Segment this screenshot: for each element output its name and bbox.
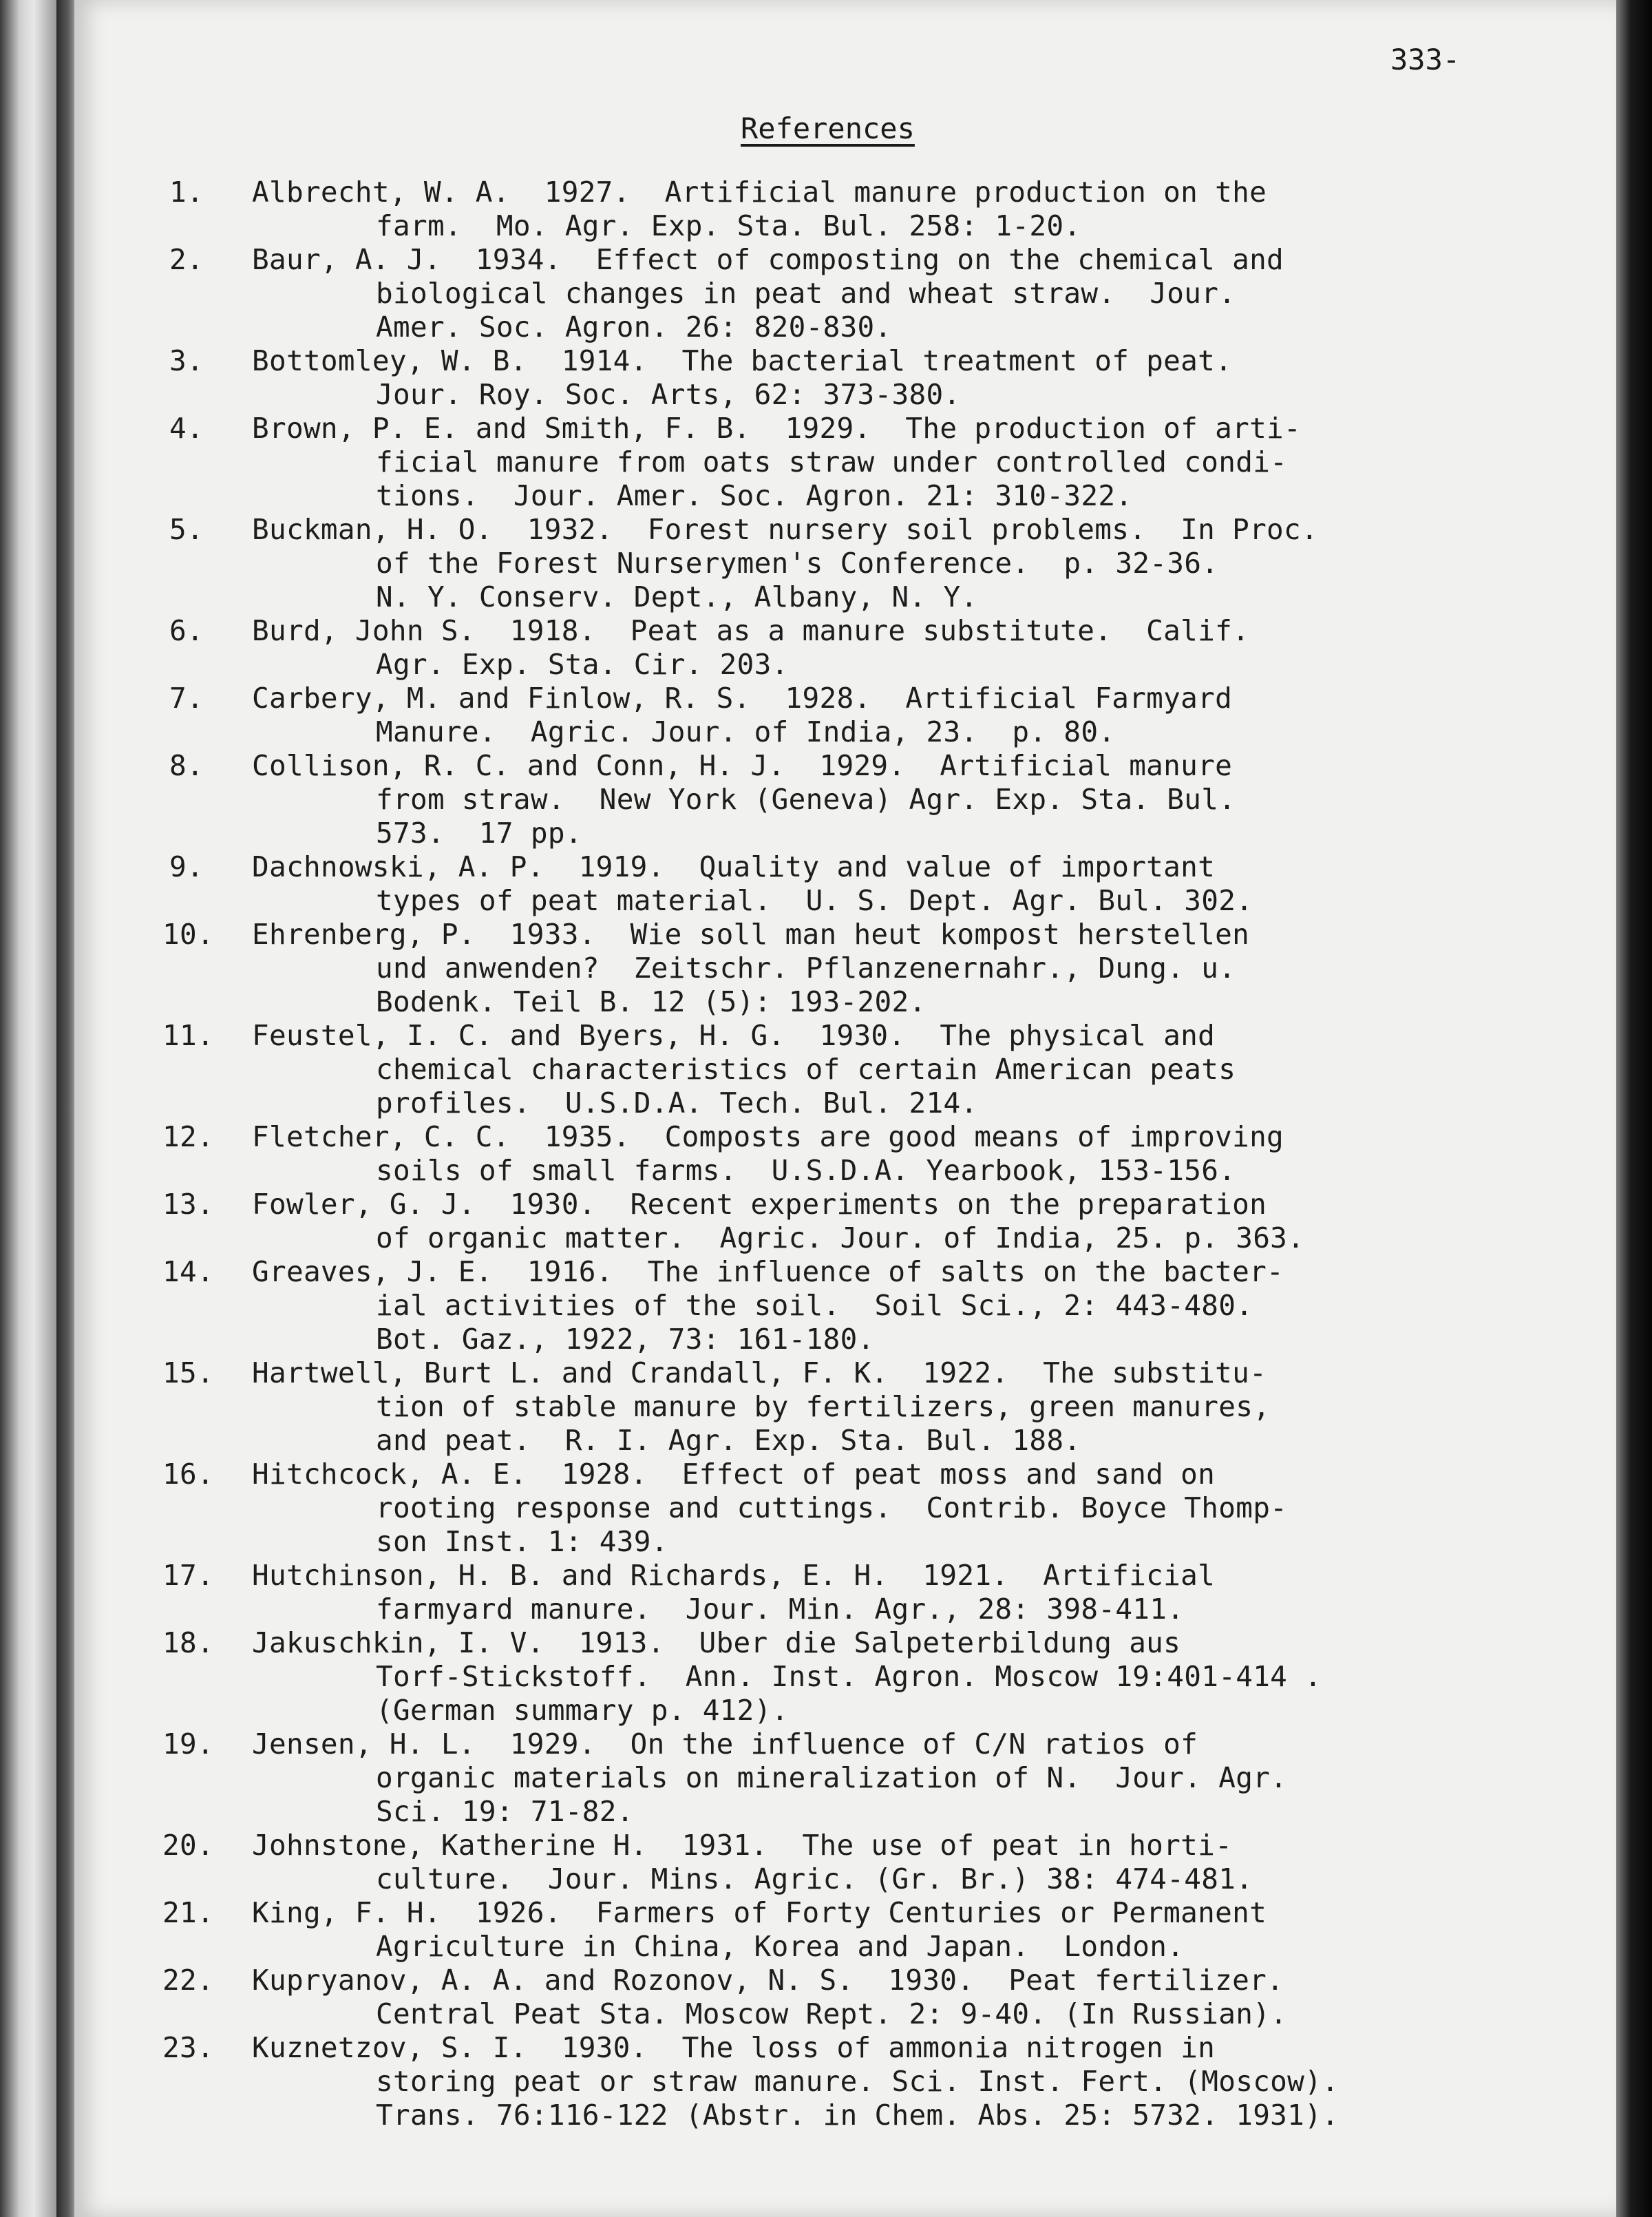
page-title: References — [741, 112, 915, 145]
reference-line: profiles. U.S.D.A. Tech. Bul. 214. — [376, 1086, 978, 1120]
reference-line: from straw. New York (Geneva) Agr. Exp. Sta. Bul. — [376, 783, 1236, 816]
reference-line: N. Y. Conserv. Dept., Albany, N. Y. — [376, 580, 978, 613]
reference-line: Sci. 19: 71-82. — [376, 1795, 634, 1828]
reference-number: 20. — [162, 1829, 214, 1862]
reference-item — [165, 344, 1556, 412]
reference-line: of the Forest Nurserymen's Conference. p. 32-36. — [376, 547, 1219, 580]
reference-item — [162, 1727, 1556, 1829]
reference-line: ial activities of the soil. Soil Sci., 2: 443-480. — [376, 1289, 1253, 1322]
reference-item — [165, 243, 1556, 344]
reference-line: Kuznetzov, S. I. 1930. The loss of ammonia nitrogen in — [252, 2031, 1216, 2064]
reference-number: 3. — [169, 344, 204, 377]
reference-item — [162, 1964, 1556, 2031]
reference-line: (German summary p. 412). — [376, 1694, 789, 1727]
reference-item — [162, 1559, 1556, 1626]
reference-line: Burd, John S. 1918. Peat as a manure substitute. Calif. — [252, 614, 1250, 647]
reference-item — [162, 1255, 1556, 1356]
reference-line: King, F. H. 1926. Farmers of Forty Centuries or Permanent — [252, 1896, 1267, 1929]
reference-number: 5. — [169, 513, 204, 546]
reference-number: 13. — [162, 1188, 214, 1221]
reference-item — [162, 1188, 1556, 1255]
reference-line: storing peat or straw manure. Sci. Inst. Fert. (Moscow). — [376, 2065, 1339, 2098]
reference-item — [165, 513, 1556, 614]
reference-line: Bodenk. Teil B. 12 (5): 193-202. — [376, 985, 926, 1018]
reference-line: Jour. Roy. Soc. Arts, 62: 373-380. — [376, 378, 961, 411]
reference-line: and peat. R. I. Agr. Exp. Sta. Bul. 188. — [376, 1424, 1081, 1457]
reference-line: Manure. Agric. Jour. of India, 23. p. 80. — [376, 715, 1116, 748]
reference-number: 8. — [169, 749, 204, 782]
reference-line: Bottomley, W. B. 1914. The bacterial treatment of peat. — [252, 344, 1233, 377]
reference-line: Central Peat Sta. Moscow Rept. 2: 9-40. (In Russian). — [376, 1997, 1288, 2030]
reference-item — [162, 1120, 1556, 1188]
reference-line: Greaves, J. E. 1916. The influence of salts on the bacter- — [252, 1255, 1284, 1288]
reference-line: Ehrenberg, P. 1933. Wie soll man heut kompost herstellen — [252, 918, 1250, 951]
reference-line: Kupryanov, A. A. and Rozonov, N. S. 1930. Peat fertilizer. — [252, 1964, 1284, 1997]
reference-number: 16. — [162, 1458, 214, 1491]
reference-line: Trans. 76:116-122 (Abstr. in Chem. Abs. 25: 5732. 1931). — [376, 2099, 1339, 2132]
reference-line: Agr. Exp. Sta. Cir. 203. — [376, 648, 789, 681]
reference-line: culture. Jour. Mins. Agric. (Gr. Br.) 38: 474-481. — [376, 1862, 1253, 1895]
reference-line: tions. Jour. Amer. Soc. Agron. 21: 310-322. — [376, 479, 1133, 512]
page-number: 333- — [1390, 43, 1461, 76]
reference-line: Albrecht, W. A. 1927. Artificial manure production on the — [252, 176, 1267, 209]
reference-line: Collison, R. C. and Conn, H. J. 1929. Artificial manure — [252, 749, 1233, 782]
reference-line: Feustel, I. C. and Byers, H. G. 1930. The physical and — [252, 1019, 1216, 1052]
reference-number: 9. — [169, 850, 204, 883]
reference-item — [165, 412, 1556, 513]
reference-line: Agriculture in China, Korea and Japan. London. — [376, 1930, 1185, 1963]
reference-line: organic materials on mineralization of N. Jour. Agr. — [376, 1761, 1288, 1794]
reference-line: Brown, P. E. and Smith, F. B. 1929. The production of arti- — [252, 412, 1302, 445]
reference-line: farm. Mo. Agr. Exp. Sta. Bul. 258: 1-20. — [376, 209, 1081, 242]
reference-line: Hartwell, Burt L. and Crandall, F. K. 1922. The substitu- — [252, 1356, 1267, 1389]
reference-item — [162, 1896, 1556, 1964]
reference-line: 573. 17 pp. — [376, 817, 582, 850]
reference-item — [162, 2031, 1556, 2132]
reference-line: chemical characteristics of certain American peats — [376, 1053, 1236, 1086]
reference-number: 22. — [162, 1964, 214, 1997]
reference-line: Johnstone, Katherine H. 1931. The use of peat in horti- — [252, 1829, 1233, 1862]
reference-number: 11. — [162, 1019, 214, 1052]
reference-line: Bot. Gaz., 1922, 73: 161-180. — [376, 1323, 875, 1356]
reference-number: 10. — [162, 918, 214, 951]
reference-number: 17. — [162, 1559, 214, 1592]
adjacent-page-edge — [0, 0, 56, 2217]
reference-number: 7. — [169, 682, 204, 715]
reference-item — [162, 1626, 1556, 1727]
reference-number: 19. — [162, 1727, 214, 1761]
page-right-edge — [1616, 0, 1652, 2217]
reference-line: types of peat material. U. S. Dept. Agr. Bul. 302. — [376, 884, 1253, 917]
reference-number: 18. — [162, 1626, 214, 1659]
reference-line: soils of small farms. U.S.D.A. Yearbook, 153-156. — [376, 1154, 1236, 1187]
reference-line: Dachnowski, A. P. 1919. Quality and value of important — [252, 850, 1216, 883]
reference-line: rooting response and cuttings. Contrib. Boyce Thomp- — [376, 1491, 1288, 1524]
reference-number: 4. — [169, 412, 204, 445]
reference-item — [162, 1356, 1556, 1458]
reference-number: 2. — [169, 243, 204, 276]
reference-line: of organic matter. Agric. Jour. of India, 25. p. 363. — [376, 1221, 1305, 1254]
reference-line: Jensen, H. L. 1929. On the influence of C/N ratios of — [252, 1727, 1198, 1761]
reference-line: und anwenden? Zeitschr. Pflanzenernahr., Dung. u. — [376, 952, 1236, 985]
reference-item — [162, 1458, 1556, 1559]
reference-item — [165, 176, 1556, 243]
reference-line: tion of stable manure by fertilizers, green manures, — [376, 1390, 1271, 1423]
reference-item — [162, 1829, 1556, 1896]
reference-list — [162, 176, 1556, 2132]
reference-line: Hitchcock, A. E. 1928. Effect of peat moss and sand on — [252, 1458, 1216, 1491]
reference-number: 21. — [162, 1896, 214, 1929]
reference-line: Baur, A. J. 1934. Effect of composting on the chemical and — [252, 243, 1284, 276]
reference-line: Carbery, M. and Finlow, R. S. 1928. Artificial Farmyard — [252, 682, 1233, 715]
book-gutter — [56, 0, 76, 2217]
reference-line: Fletcher, C. C. 1935. Composts are good means of improving — [252, 1120, 1284, 1153]
reference-number: 23. — [162, 2031, 214, 2064]
reference-line: farmyard manure. Jour. Min. Agr., 28: 398-411. — [376, 1593, 1185, 1626]
reference-item — [165, 749, 1556, 850]
reference-line: son Inst. 1: 439. — [376, 1525, 668, 1558]
reference-number: 6. — [169, 614, 204, 647]
reference-item — [162, 918, 1556, 1019]
reference-number: 1. — [169, 176, 204, 209]
reference-line: Jakuschkin, I. V. 1913. Uber die Salpeterbildung aus — [252, 1626, 1181, 1659]
reference-item — [165, 850, 1556, 918]
reference-number: 12. — [162, 1120, 214, 1153]
reference-line: Buckman, H. O. 1932. Forest nursery soil problems. In Proc. — [252, 513, 1319, 546]
reference-line: Torf-Stickstoff. Ann. Inst. Agron. Moscow 19:401-414 . — [376, 1660, 1322, 1693]
reference-line: Amer. Soc. Agron. 26: 820-830. — [376, 311, 892, 344]
reference-line: Fowler, G. J. 1930. Recent experiments on the preparation — [252, 1188, 1267, 1221]
reference-item — [165, 614, 1556, 682]
reference-number: 14. — [162, 1255, 214, 1288]
reference-item — [165, 682, 1556, 749]
reference-line: ficial manure from oats straw under controlled condi- — [376, 445, 1288, 479]
reference-line: biological changes in peat and wheat straw. Jour. — [376, 277, 1236, 310]
reference-item — [162, 1019, 1556, 1120]
reference-number: 15. — [162, 1356, 214, 1389]
reference-line: Hutchinson, H. B. and Richards, E. H. 1921. Artificial — [252, 1559, 1216, 1592]
